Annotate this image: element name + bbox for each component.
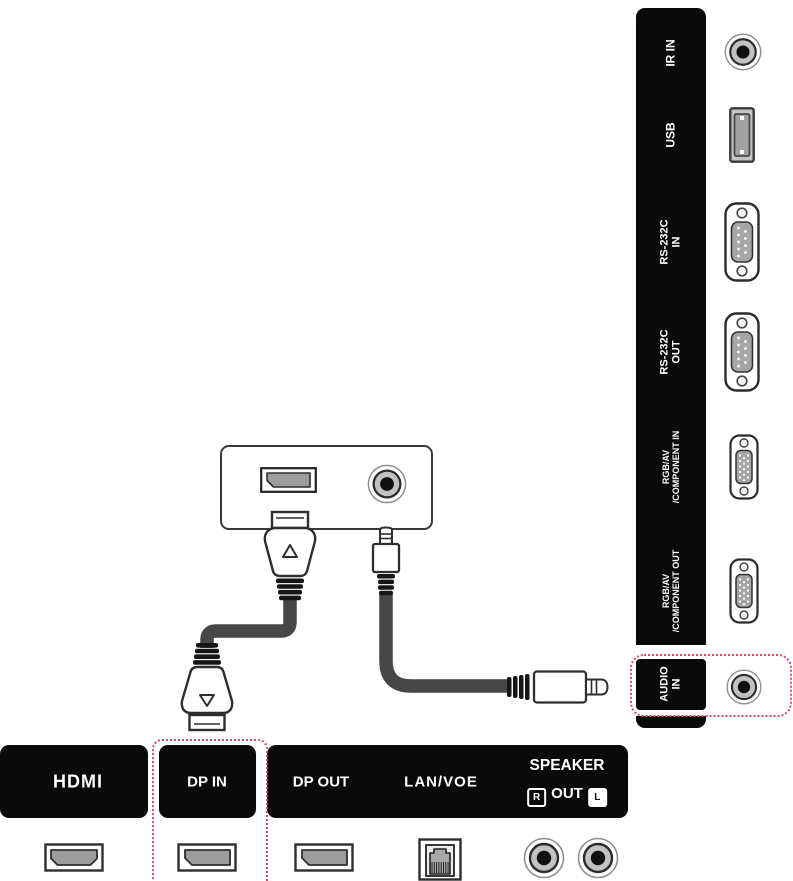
- port-label-dp-out: DP OUT: [292, 773, 350, 791]
- ir-in-jack-icon: [723, 32, 763, 72]
- audio-plug-top-icon: [364, 526, 408, 598]
- port-label-rgb-component-out: RGB/AV /COMPONENT OUT: [660, 549, 681, 633]
- device-audio-port-icon: [366, 463, 408, 505]
- dp-plug-bottom-icon: [167, 640, 247, 735]
- dp-in-connector-icon: [177, 843, 237, 872]
- rs232c-out-connector-icon: [724, 312, 760, 392]
- port-label-rs232c-in: RS-232C IN: [658, 219, 683, 265]
- port-label-lan-voe: LAN/VOE: [404, 773, 478, 791]
- port-label-speaker: SPEAKER: [529, 757, 605, 774]
- rgb-component-out-connector-icon: [729, 558, 759, 624]
- port-label-audio-in: AUDIO IN: [658, 666, 683, 702]
- audio-plug-right-icon: [502, 667, 614, 707]
- dp-out-connector-icon: [294, 843, 354, 872]
- speaker-out-row: [527, 779, 607, 807]
- side-panel-bottom-cap: [636, 716, 706, 728]
- port-label-usb: USB: [663, 122, 678, 148]
- speaker-right-badge: R: [527, 788, 546, 807]
- rgb-component-in-connector-icon: [729, 434, 759, 500]
- device-dp-port-icon: [260, 467, 317, 493]
- speaker-jack-l-icon: [576, 836, 620, 880]
- port-label-ir-in: IR IN: [663, 39, 678, 67]
- audio-in-jack-icon: [725, 668, 763, 706]
- port-label-rs232c-out: RS-232C OUT: [658, 329, 683, 375]
- port-label-rgb-component-in: RGB/AV /COMPONENT IN: [660, 430, 681, 504]
- hdmi-connector-icon: [44, 843, 104, 872]
- speaker-out-label: OUT: [551, 784, 583, 802]
- dp-plug-top-icon: [250, 508, 330, 601]
- audio-cable: [386, 592, 509, 686]
- rj45-port-icon: [418, 838, 462, 881]
- port-label-hdmi: HDMI: [53, 771, 103, 792]
- speaker-jack-r-icon: [522, 836, 566, 880]
- audio-in-highlight-box: [630, 654, 792, 717]
- port-label-dp-in: DP IN: [187, 773, 227, 791]
- rs232c-in-connector-icon: [724, 202, 760, 282]
- speaker-left-badge: L: [588, 788, 607, 807]
- usb-port-icon: [729, 107, 755, 163]
